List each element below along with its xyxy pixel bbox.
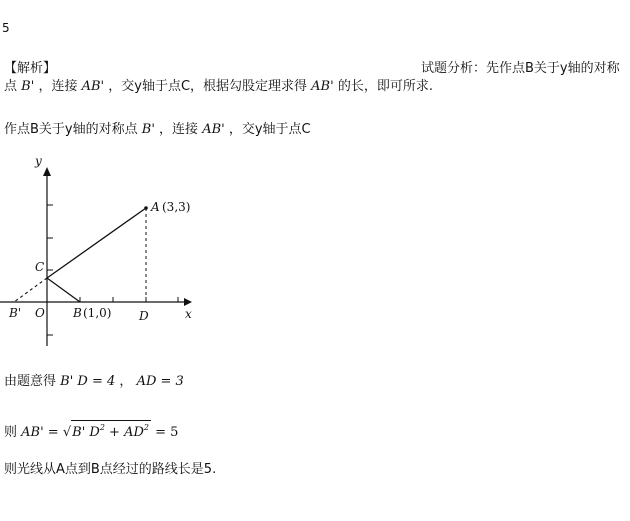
exponent: 2 (99, 423, 105, 432)
analysis-text: ，连接 (38, 79, 78, 94)
coordinate-figure (0, 150, 210, 355)
step-text: ， (119, 374, 133, 389)
exponent: 2 (143, 423, 149, 432)
math-lhs: AB' = (21, 425, 59, 440)
analysis-line-1: 试题分析：先作点B关于y轴的对称 (421, 61, 620, 76)
point-a-label: A (151, 200, 160, 214)
analysis-text: 点 (4, 79, 18, 94)
y-axis-label: y (35, 154, 42, 168)
point-a-dot (144, 206, 148, 210)
step-text: 则 (4, 425, 18, 440)
point-b-prime-label: B' (9, 306, 22, 320)
analysis-line-2 (4, 79, 433, 95)
segment-a-c (47, 208, 146, 278)
answer-value: 5 (2, 21, 10, 35)
solution-step-3 (4, 420, 178, 441)
radicand-term: B' D (72, 425, 100, 440)
plus-sign: + (104, 425, 125, 440)
point-c-label: C (35, 260, 45, 274)
point-d-label: D (139, 309, 149, 323)
math-ab-prime: AB' (81, 79, 105, 94)
x-axis-label: x (185, 307, 192, 321)
radicand-term: AD (124, 425, 144, 440)
tick-marks (47, 205, 178, 335)
math-b-prime: B' (141, 122, 155, 137)
analysis-heading: 【解析】 (4, 61, 57, 76)
analysis-text: 的长，即可所求. (337, 79, 433, 94)
step-text: 作点B关于y轴的对称点 (4, 122, 138, 137)
segment-c-b (47, 278, 80, 302)
radicand (71, 420, 151, 440)
solution-step-2 (4, 374, 184, 390)
point-a-coords: (3,3) (162, 200, 191, 214)
math-b-prime: B' (21, 79, 35, 94)
math-rhs: = 5 (155, 425, 179, 440)
step-text: ，连接 (159, 122, 199, 137)
math-equation: B' D = 4 (60, 374, 116, 389)
point-b-label: B (73, 306, 82, 320)
solution-conclusion: 则光线从A点到B点经过的路线长是5. (4, 462, 217, 477)
math-equation: AD = 3 (136, 374, 184, 389)
step-text: ，交y轴于点C (228, 122, 311, 137)
solution-step-1 (4, 122, 311, 138)
sqrt-icon: √ (62, 425, 72, 440)
analysis-text: ，交y轴于点C，根据勾股定理求得 (108, 79, 308, 94)
point-b-coords: (1,0) (83, 306, 112, 320)
x-axis (0, 298, 192, 306)
step-text: 由题意得 (4, 374, 57, 389)
dashed-segment-c-b-prime (14, 278, 47, 302)
math-ab-prime: AB' (311, 79, 334, 94)
math-ab-prime: AB' (202, 122, 225, 137)
origin-label: O (35, 306, 45, 320)
